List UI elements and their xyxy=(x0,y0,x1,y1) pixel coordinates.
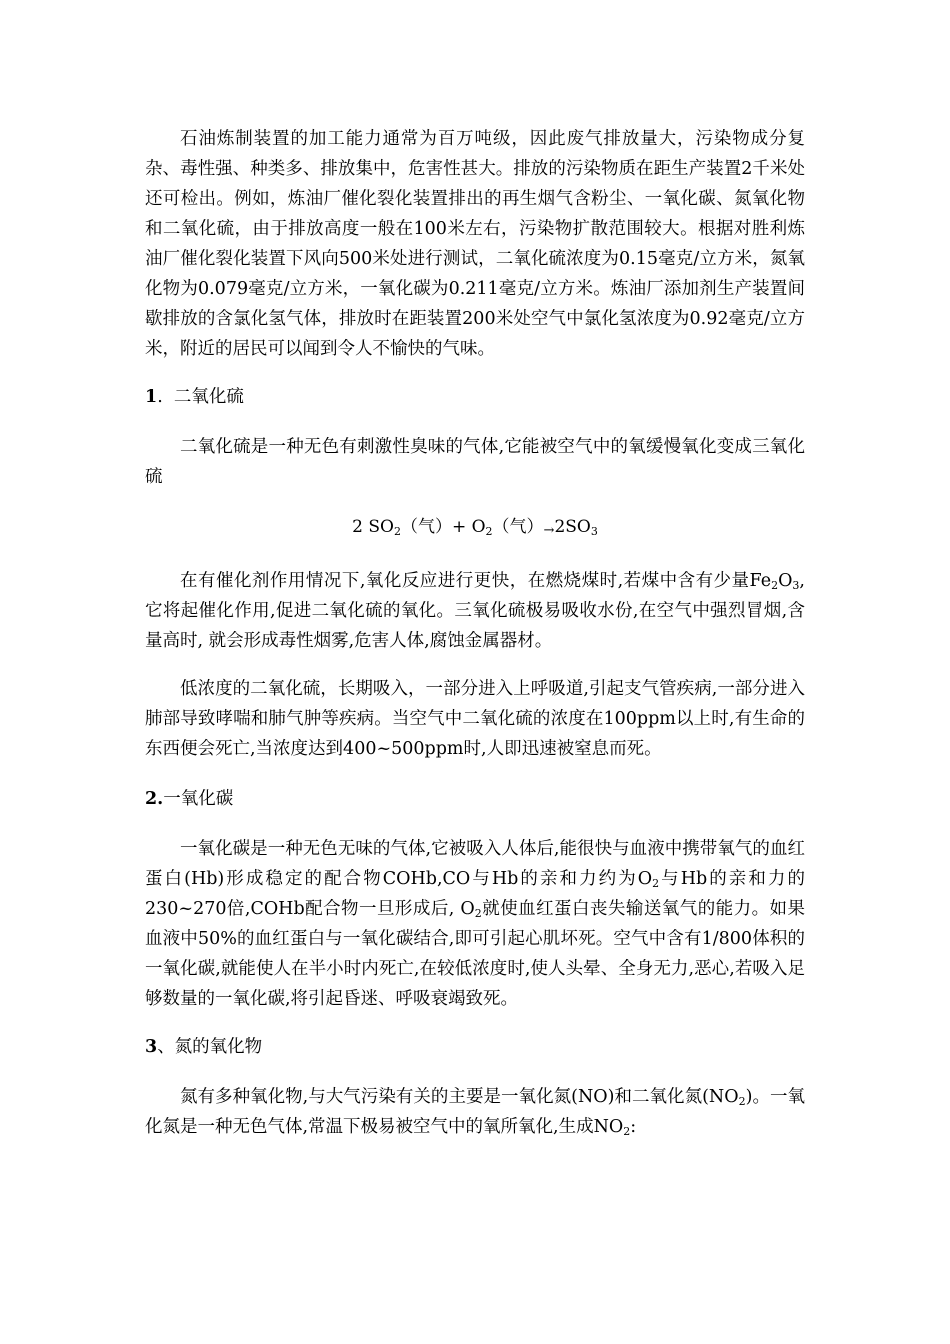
section-heading-nitrogen-oxides xyxy=(145,1032,805,1062)
sulfur-dioxide-paragraph-1: 二氧化硫是一种无色有刺激性臭味的气体,它能被空气中的氧缓慢氧化变成三氧化硫 xyxy=(145,437,805,487)
section-title: 、氮的氧化物 xyxy=(157,1037,263,1057)
sulfur-dioxide-paragraph-3: 低浓度的二氧化硫，长期吸入，一部分进入上呼吸道,引起支气管疾病,一部分进入肺部导致哮喘和肺气肿等疾病。当空气中二氧化硫的浓度在100ppm以上时,有生命的东西便会死亡,当浓度达到400~500ppm时,人即迅速被窒息而死。 xyxy=(145,679,805,759)
section-separator: . xyxy=(157,387,163,407)
section-number: 2. xyxy=(145,789,164,809)
carbon-monoxide-paragraph: 一氧化碳是一种无色无味的气体,它被吸入人体后,能很快与血液中携带氧气的血红蛋白(Hb)形成稳定的配合物COHb,CO与Hb的亲和力约为$O_2$与Hb的亲和力的230~270倍,COHb配合物一旦形成后, $O_2$就使血红蛋白丧失输送氧气的能力。如果血液中50%的血红蛋白与一氧化碳结合,即可引起心肌坏死。空气中含有1/800体积的一氧化碳,就能使人在半小时内死亡,在较低浓度时,使人头晕、全身无力,恶心,若吸入足够数量的一氧化碳,将引起昏迷、呼吸衰竭致死。 xyxy=(145,839,806,1009)
section-number: 3 xyxy=(145,1037,158,1057)
section-title: 一氧化碳 xyxy=(163,789,234,809)
sulfur-dioxide-paragraph-2: 在有催化剂作用情况下,氧化反应进行更快，在燃烧煤时,若煤中含有少量$Fe_2O_3$,它将起催化作用,促进二氧化硫的氧化。三氧化硫极易吸收水份,在空气中强烈冒烟,含量高时, 就会形成毒性烟雾,危害人体,腐蚀金属器材。 xyxy=(145,571,805,651)
intro-paragraph: 石油炼制装置的加工能力通常为百万吨级，因此废气排放量大，污染物成分复杂、毒性强、种类多、排放集中，危害性甚大。排放的污染物质在距生产装置2千米处还可检出。例如，炼油厂催化裂化装置排出的再生烟气含粉尘、一氧化碳、氮氧化物和二氧化硫，由于排放高度一般在100米左右，污染物扩散范围较大。根据对胜利炼油厂催化裂化装置下风向500米处进行测试，二氧化硫浓度为0.15毫克/立方米，氮氧化物为0.079毫克/立方米，一氧化碳为0.211毫克/立方米。炼油厂添加剂生产装置间歇排放的含氯化氢气体，排放时在距装置200米处空气中氯化氢浓度为0.92毫克/立方米，附近的居民可以闻到令人不愉快的气味。 xyxy=(145,129,805,359)
nitrogen-oxides-paragraph: 氮有多种氧化物,与大气污染有关的主要是一氧化氮(NO)和二氧化氮$(NO_2)$。一氧化氮是一种无色气体,常温下极易被空气中的氧所氧化,生成$NO_2$: xyxy=(145,1087,805,1138)
arrow-symbol: → xyxy=(543,523,555,538)
section-heading-carbon-monoxide xyxy=(145,784,805,814)
document-body xyxy=(145,124,805,1142)
section-number: 1 xyxy=(145,387,158,407)
section-title: 二氧化硫 xyxy=(173,387,244,407)
reaction-equation: 2 $SO_2$（气）+ $O_2$（气）$\to 2SO_3$ xyxy=(352,517,598,538)
section-heading-sulfur-dioxide xyxy=(145,382,805,412)
